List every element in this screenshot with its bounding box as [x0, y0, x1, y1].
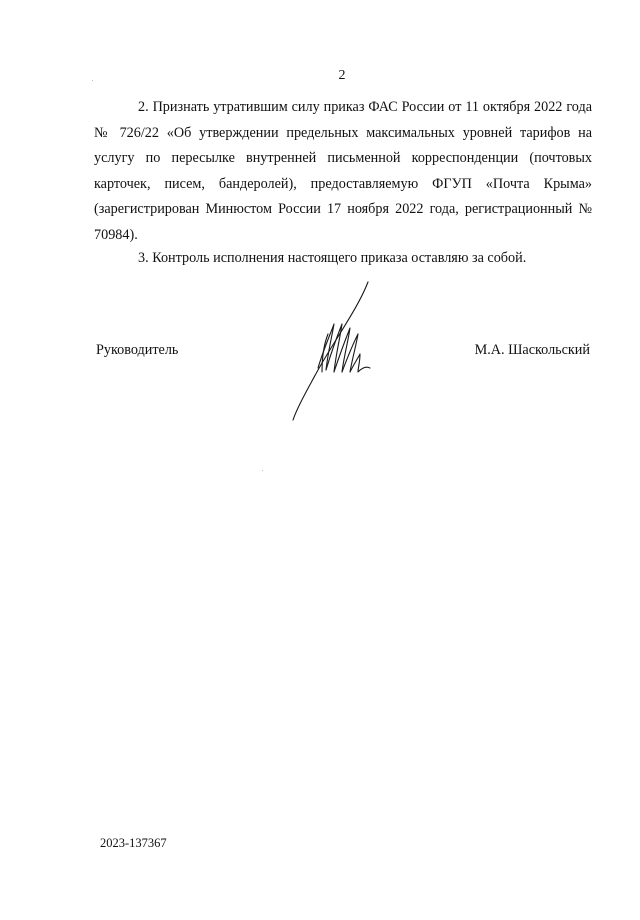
paragraph-revocation: 2. Признать утратившим силу приказ ФАС России от 11 октября 2022 года № 726/22 «Об утверждении предельных максимальных уровней тарифов на услугу по пересылке внутренней письменной корреспонденции (почтовых карточек, писем, бандеролей), предоставляемую ФГУП «Почта Крыма» (зарегистрирован Минюстом России 17 ноября 2022 года, регистрационный № 70984). — [94, 99, 592, 243]
page-number: 2 — [338, 68, 346, 83]
signatory-name: М.А. Шаскольский — [474, 342, 590, 358]
scan-speck — [92, 80, 93, 81]
handwritten-signature — [288, 278, 378, 424]
document-registration-number: 2023-137367 — [100, 836, 167, 850]
paragraph-block-1 — [94, 95, 592, 249]
scan-speck — [262, 470, 263, 471]
signatory-role: Руководитель — [96, 342, 179, 358]
paragraph-block-2 — [94, 246, 592, 272]
paragraph-control: 3. Контроль исполнения настоящего приказа оставляю за собой. — [138, 250, 527, 266]
